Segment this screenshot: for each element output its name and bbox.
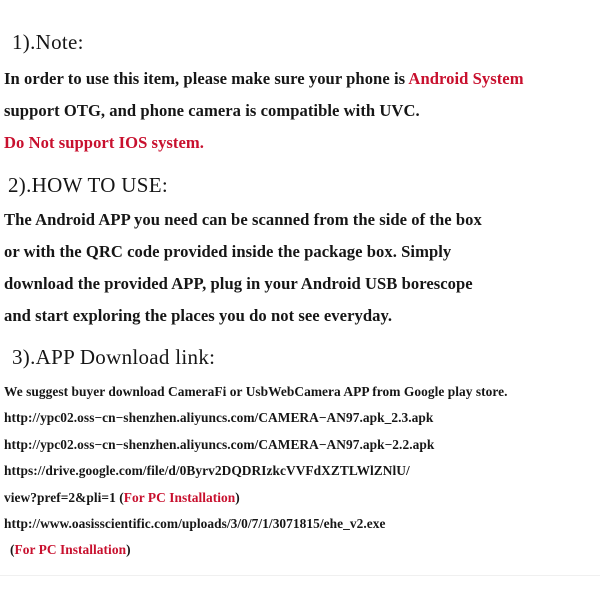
download-link-3-tail[interactable]: view?pref=2&pli=1	[4, 490, 120, 505]
note-heading: 1).Note:	[12, 30, 84, 54]
note-line-1	[4, 69, 524, 89]
paren-close: )	[126, 542, 131, 557]
pc-installation-note: For PC Installation	[14, 542, 127, 557]
download-link-2[interactable]: http://ypc02.oss−cn−shenzhen.aliyuncs.com/CAMERA−AN97.apk−2.2.apk	[4, 437, 435, 452]
android-system-highlight: Android System	[408, 69, 524, 88]
download-heading: 3).APP Download link:	[12, 345, 216, 369]
how-to-use-line-3: download the provided APP, plug in your Android USB borescope	[4, 274, 473, 293]
download-link-4-note	[10, 542, 131, 558]
download-link-3-continued	[4, 490, 240, 506]
how-to-use-line-4: and start exploring the places you do not see everyday.	[4, 306, 393, 325]
paren-close: )	[235, 490, 240, 505]
how-to-use-line-2: or with the QRC code provided inside the package box. Simply	[4, 242, 452, 261]
note-line-1-text: In order to use this item, please make sure your phone is	[4, 69, 409, 88]
paren-open: (	[10, 542, 15, 557]
download-link-4[interactable]: http://www.oasisscientific.com/uploads/3/0/7/1/3071815/ehe_v2.exe	[4, 516, 386, 531]
paren-open: (	[119, 490, 124, 505]
note-line-2: support OTG, and phone camera is compatible with UVC.	[4, 101, 420, 120]
download-link-1[interactable]: http://ypc02.oss−cn−shenzhen.aliyuncs.com/CAMERA−AN97.apk_2.3.apk	[4, 410, 434, 425]
download-suggestion: We suggest buyer download CameraFi or UsbWebCamera APP from Google play store.	[4, 384, 508, 399]
how-to-use-line-1: The Android APP you need can be scanned from the side of the box	[4, 210, 482, 229]
download-link-3[interactable]: https://drive.google.com/file/d/0Byrv2DQDRIzkcVVFdXZTLWlZNlU/	[4, 463, 410, 478]
how-to-use-heading: 2).HOW TO USE:	[8, 173, 168, 197]
bottom-divider	[0, 575, 600, 576]
pc-installation-note: For PC Installation	[123, 490, 236, 505]
ios-warning: Do Not support IOS system.	[4, 133, 204, 152]
